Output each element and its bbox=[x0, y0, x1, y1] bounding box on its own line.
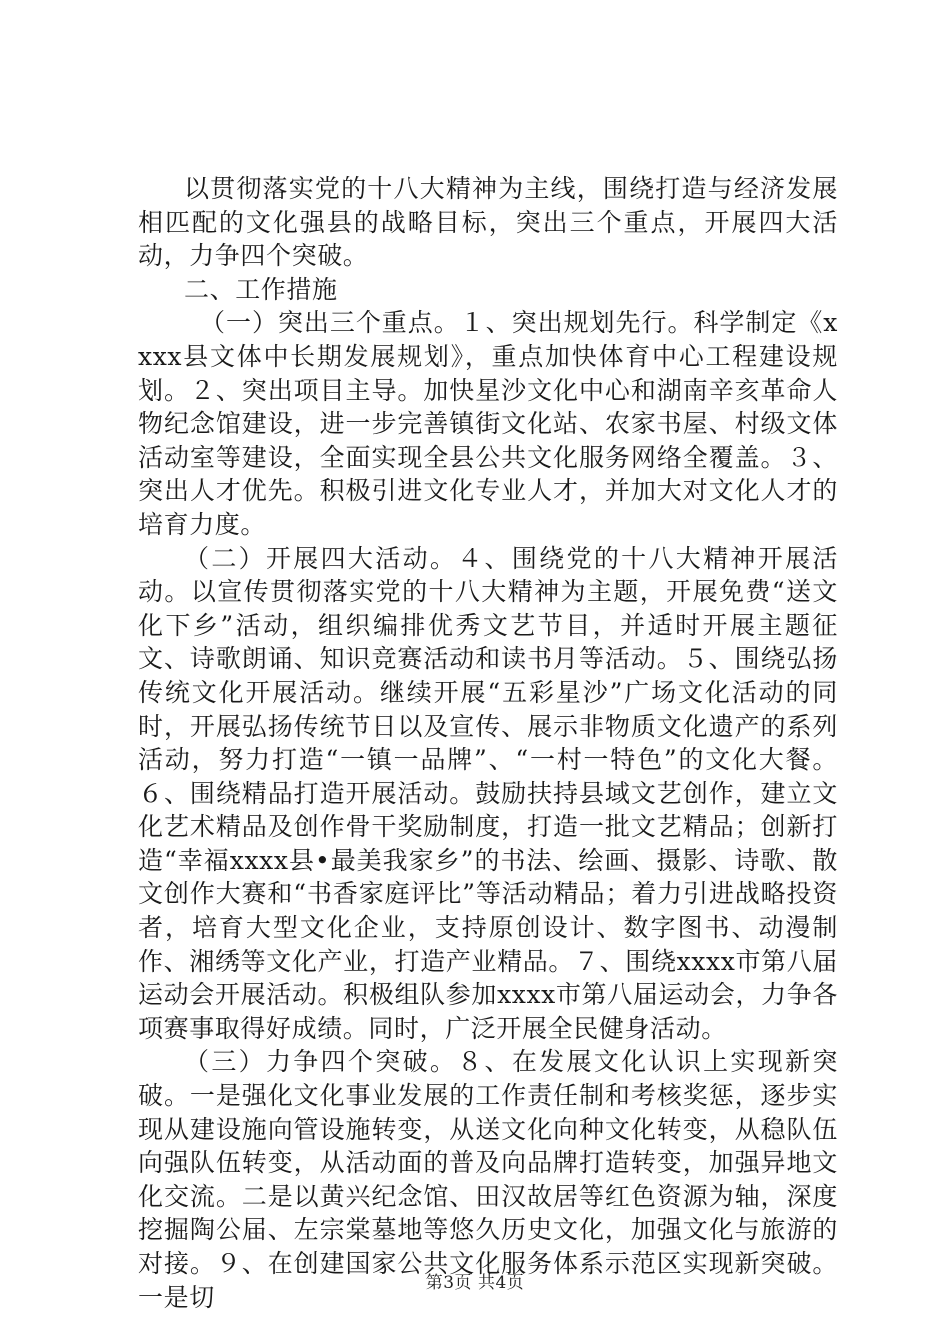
intro-paragraph: 以贯彻落实党的十八大精神为主线，围绕打造与经济发展相匹配的文化强县的战略目标，突出三个重点，开展四大活动，力争四个突破。 bbox=[138, 174, 838, 271]
page-footer: 第3页 共4页 bbox=[425, 1273, 525, 1293]
measure-paragraph-2: （二）开展四大活动。４、围绕党的十八大精神开展活动。以宣传贯彻落实党的十八大精神为主题，开展免费“送文化下乡”活动，组织编排优秀文艺节目，并适时开展主题征文、诗歌朗诵、知识竞赛活动和读书月等活动。５、围绕弘扬传统文化开展活动。继续开展“五彩星沙”广场文化活动的同时，开展弘扬传统节日以及宣传、展示非物质文化遗产的系列活动，努力打造“一镇一品牌”、“一村一特色”的文化大餐。６、围绕精品打造开展活动。鼓励扶持县域文艺创作，建立文化艺术精品及创作骨干奖励制度，打造一批文艺精品；创新打造“幸福xxxx县•最美我家乡”的书法、绘画、摄影、诗歌、散文创作大赛和“书香家庭评比”等活动精品；着力引进战略投资者，培育大型文化企业，支持原创设计、数字图书、动漫制作、湘绣等文化产业，打造产业精品。７、围绕xxxx市第八届运动会开展活动。积极组队参加xxxx市第八届运动会，力争各项赛事取得好成绩。同时，广泛开展全民健身活动。 bbox=[138, 543, 838, 1043]
measure-paragraph-1: （一）突出三个重点。１、突出规划先行。科学制定《xxxx县文体中长期发展规划》，重点加快体育中心工程建设规划。２、突出项目主导。加快星沙文化中心和湖南辛亥革命人物纪念馆建设，进一步完善镇街文化站、农家书屋、村级文体活动室等建设，全面实现全县公共文化服务网络全覆盖。３、突出人才优先。积极引进文化专业人才，并加大对文化人才的培育力度。 bbox=[138, 308, 838, 539]
section-heading: 二、工作措施 bbox=[184, 274, 338, 304]
measure-paragraph-3: （三）力争四个突破。８、在发展文化认识上实现新突破。一是强化文化事业发展的工作责任制和考核奖惩，逐步实现从建设施向管设施转变，从送文化向种文化转变，从稳队伍向强队伍转变，从活动面的普及向品牌打造转变，加强异地文化交流。二是以黄兴纪念馆、田汉故居等红色资源为轴，深度挖掘陶公届、左宗棠墓地等悠久历史文化，加强文化与旅游的对接。９、在创建国家公共文化服务体系示范区实现新突破。一是切 bbox=[138, 1047, 838, 1312]
document-body bbox=[138, 172, 838, 1314]
